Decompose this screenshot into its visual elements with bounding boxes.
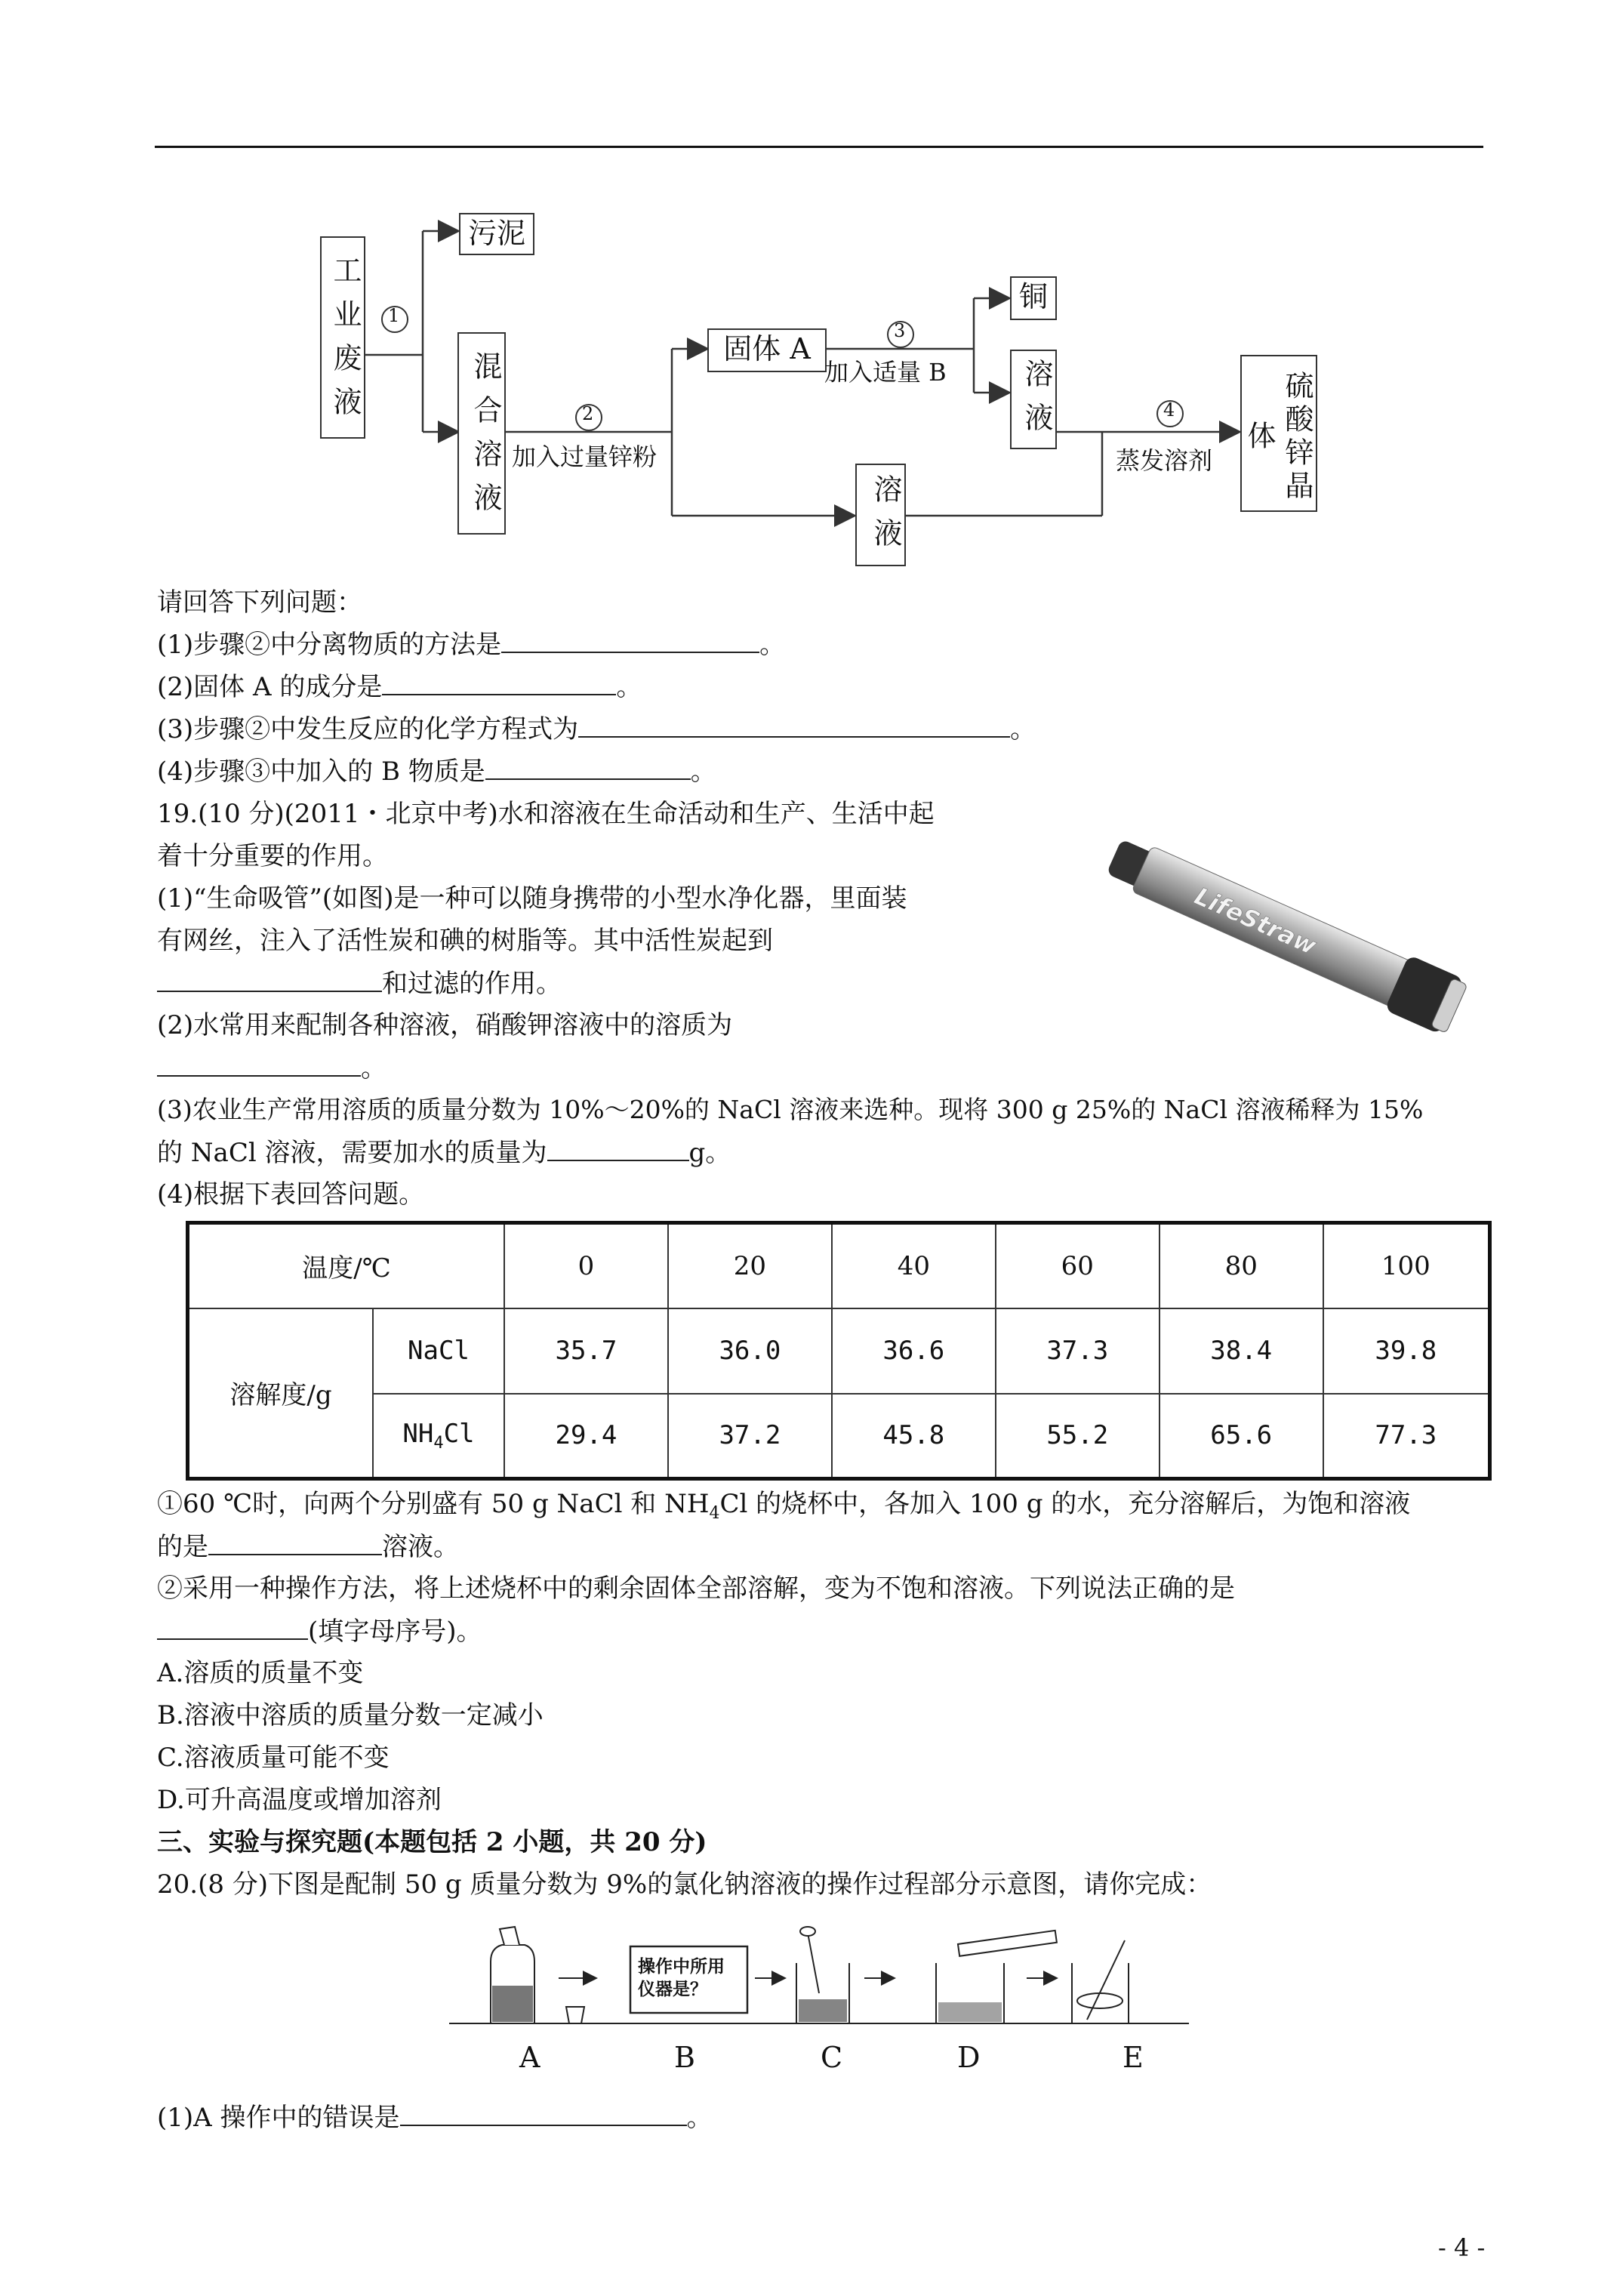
q20-heading: 20.(8 分)下图是配制 50 g 质量分数为 9%的氯化钠溶液的操作过程部分示意图，请你完成： — [157, 1869, 1212, 1900]
step-1-num: 1 — [388, 305, 400, 326]
q19-p4: (4)根据下表回答问题。 — [157, 1179, 425, 1210]
row-label-nacl: NaCl — [373, 1308, 504, 1394]
q19-p1-line-1: (1)“生命吸管”(如图)是一种可以随身携带的小型水净化器，里面装 — [157, 883, 907, 914]
answer-blank[interactable] — [157, 968, 382, 992]
q19-heading-1: 19.(10 分)(2011・北京中考)水和溶液在生命活动和生产、生活中起 — [157, 799, 935, 829]
q18-item-4: (4)步骤③中加入的 B 物质是 。 — [157, 757, 716, 787]
answer-blank[interactable] — [501, 629, 759, 653]
answer-blank[interactable] — [157, 1616, 308, 1640]
q18-item-1: (1)步骤②中分离物质的方法是 。 — [157, 630, 786, 660]
table-cell: 36.0 — [668, 1308, 832, 1394]
box-solution-2: 溶液 — [855, 464, 906, 566]
box-solid-a: 固体 A — [707, 328, 827, 372]
step-2-num: 2 — [582, 403, 594, 424]
step-2-label: 加入过量锌粉 — [512, 442, 658, 471]
step-3-num: 3 — [894, 320, 906, 341]
q19-s2-line-1: ②采用一种操作方法，将上述烧杯中的剩余固体全部溶解，变为不饱和溶液。下列说法正确的是 — [157, 1573, 1235, 1604]
lifestraw-logo: LifeStraw — [1190, 881, 1321, 961]
table-cell: 55.2 — [996, 1394, 1160, 1479]
q18-prompt: 请回答下列问题： — [157, 587, 362, 618]
table-cell: 77.3 — [1323, 1394, 1490, 1479]
answer-blank[interactable] — [485, 756, 691, 780]
q19-p1-line-2: 有网丝，注入了活性炭和碘的树脂等。其中活性炭起到 — [157, 926, 773, 956]
solubility-table — [186, 1221, 1492, 1481]
box-waste-liquid: 工业废液 — [320, 236, 365, 439]
page-number: - 4 - — [1438, 2233, 1486, 2262]
option-b: B.溶液中溶质的质量分数一定减小 — [157, 1700, 544, 1730]
q19-p2-line-2: 。 — [157, 1052, 387, 1083]
answer-blank[interactable] — [578, 713, 1010, 738]
q20-box-b-text: 操作中所用 仪器是？ — [638, 1957, 725, 1999]
q19-p3-line-2: 的 NaCl 溶液，需要加水的质量为 g。 — [157, 1138, 731, 1168]
option-c: C.溶液质量可能不变 — [157, 1743, 390, 1773]
step-4-num: 4 — [1163, 399, 1175, 421]
q20-procedure-diagram — [445, 1918, 1200, 2054]
temp-header: 温度/℃ — [188, 1223, 505, 1308]
answer-blank[interactable] — [547, 1137, 689, 1161]
label-d: D — [957, 2041, 981, 2074]
temp-cell: 0 — [504, 1223, 668, 1308]
answer-blank[interactable] — [400, 2102, 687, 2126]
q20-item-1: (1)A 操作中的错误是 。 — [157, 2103, 713, 2133]
temp-cell: 100 — [1323, 1223, 1490, 1308]
flow-arrows — [0, 0, 1623, 604]
step-3-label: 加入适量 B — [824, 358, 947, 387]
table-cell: 37.2 — [668, 1394, 832, 1479]
table-cell: 45.8 — [832, 1394, 996, 1479]
option-d: D.可升高温度或增加溶剂 — [157, 1785, 442, 1815]
q19-heading-2: 着十分重要的作用。 — [157, 841, 388, 871]
q19-p2-line-1: (2)水常用来配制各种溶液，硝酸钾溶液中的溶质为 — [157, 1010, 733, 1040]
step-4-label: 蒸发溶剂 — [1116, 446, 1213, 475]
section-3-heading: 三、实验与探究题(本题包括 2 小题，共 20 分) — [157, 1827, 707, 1857]
q18-item-2: (2)固体 A 的成分是 。 — [157, 672, 642, 702]
temp-cell: 40 — [832, 1223, 996, 1308]
temp-cell: 60 — [996, 1223, 1160, 1308]
q19-s2-line-2: (填字母序号)。 — [157, 1616, 482, 1647]
q18-item-3: (3)步骤②中发生反应的化学方程式为 。 — [157, 714, 1036, 744]
box-zinc-sulfate-crystal: 硫酸锌晶体 — [1240, 355, 1317, 512]
solubility-header: 溶解度/g — [188, 1308, 374, 1479]
table-cell: 36.6 — [832, 1308, 996, 1394]
table-cell: 65.6 — [1160, 1394, 1323, 1479]
row-label-nh4cl: $NH_4Cl$ — [373, 1394, 504, 1479]
box-mixed-solution: 混合溶液 — [457, 332, 506, 535]
q19-s1-line-2: 的是 溶液。 — [157, 1532, 459, 1562]
table-cell: 38.4 — [1160, 1308, 1323, 1394]
box-copper: 铜 — [1010, 276, 1057, 320]
q19-p3-line-1: (3)农业生产常用溶质的质量分数为 10%～20%的 NaCl 溶液来选种。现将 300 g 25%的 NaCl 溶液稀释为 15% — [157, 1095, 1424, 1124]
label-b: B — [674, 2041, 695, 2074]
label-a: A — [519, 2041, 540, 2074]
answer-blank[interactable] — [208, 1531, 382, 1555]
label-e: E — [1123, 2041, 1144, 2074]
option-a: A.溶质的质量不变 — [157, 1658, 364, 1688]
temp-cell: 20 — [668, 1223, 832, 1308]
q19-s1-line-1: ①60 ℃时，向两个分别盛有 50 g NaCl 和 $NH_4Cl$ 的烧杯中，各加入 100 g 的水，充分溶解后，为饱和溶液 — [157, 1489, 1411, 1523]
label-c: C — [821, 2041, 843, 2074]
box-sludge: 污泥 — [459, 213, 534, 255]
table-cell: 29.4 — [504, 1394, 668, 1479]
table-cell: 37.3 — [996, 1308, 1160, 1394]
box-solution-1: 溶液 — [1010, 350, 1057, 449]
table-cell: 35.7 — [504, 1308, 668, 1394]
lifestraw-image — [1072, 815, 1495, 1065]
table-cell: 39.8 — [1323, 1308, 1490, 1394]
answer-blank[interactable] — [157, 1052, 361, 1077]
answer-blank[interactable] — [382, 671, 616, 695]
q19-p1-line-3: 和过滤的作用。 — [157, 968, 562, 999]
temp-cell: 80 — [1160, 1223, 1323, 1308]
